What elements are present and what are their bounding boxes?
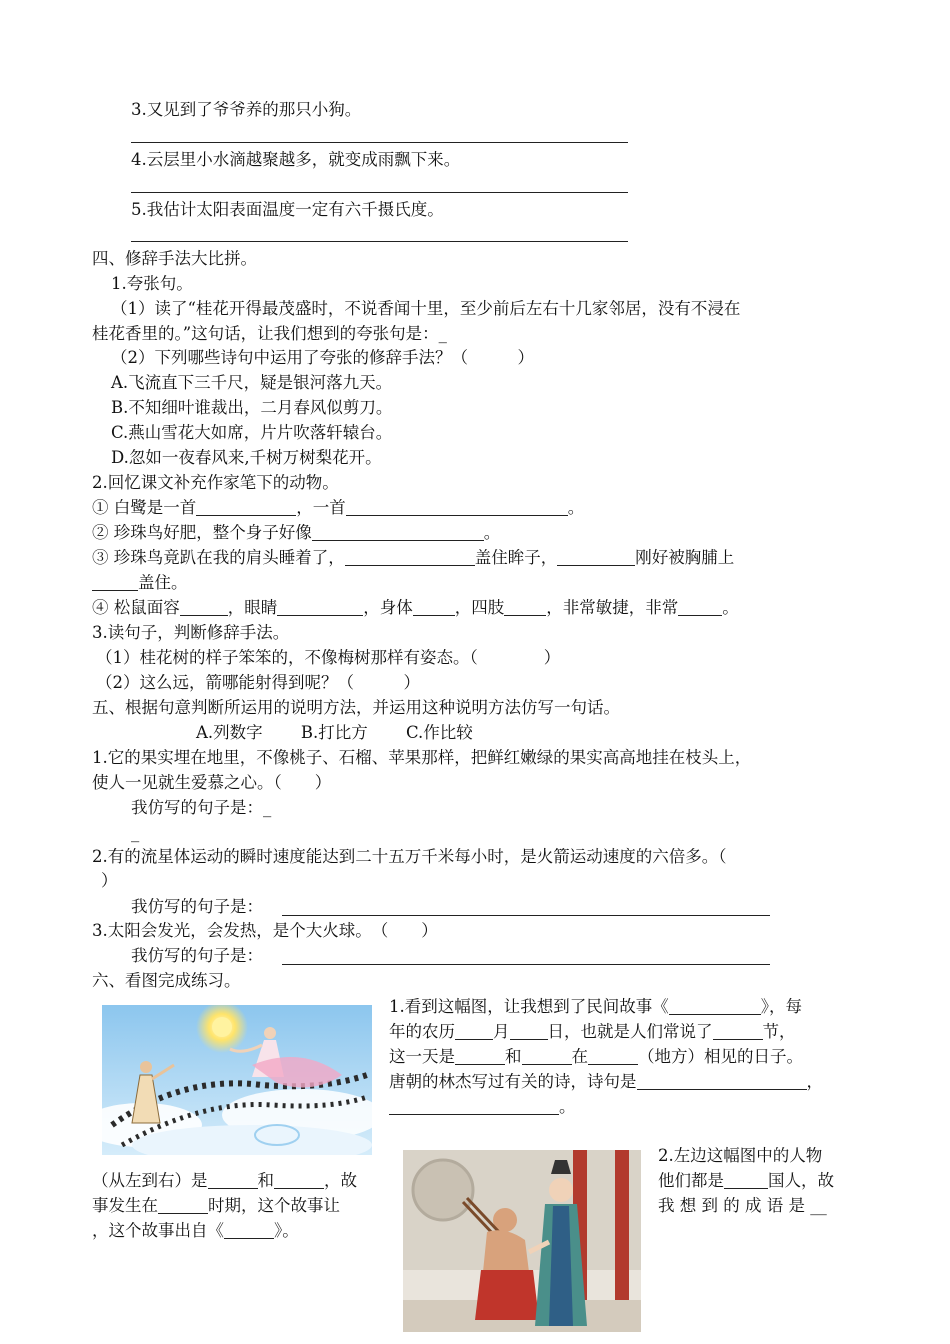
blank[interactable] [389,1098,559,1115]
blank[interactable] [637,1073,807,1090]
question-text: 3.太阳会发光，会发热，是个大火球。 （ ） [92,921,438,940]
question-title: 3.读句子，判断修辞手法。 [92,623,290,642]
picture-question-1: 。 [389,1096,576,1118]
question-text: 使人一见就生爱慕之心。（ ） [92,773,332,792]
picture-question-1: 年的农历 月 日，也就是人们常说了 节， [389,1022,796,1041]
blank[interactable] [158,1197,208,1214]
picture-question-2: 我 想 到 的 成 语 是 __ [658,1196,827,1215]
blank[interactable] [274,1172,324,1189]
blank[interactable] [557,549,635,566]
blank[interactable] [678,599,722,616]
question-title: 1.夸张句。 [111,274,193,293]
picture-question-1: 唐朝的林杰写过有关的诗，诗句是 ， [389,1072,823,1091]
blank[interactable] [669,998,761,1015]
fill-line-c: ③ 珍珠鸟竟趴在我的肩头睡着了， 盖住眸子， 刚好被胸脯上 [92,548,735,567]
section-heading: 四、修辞手法大比拼。 [92,249,257,268]
answer-line[interactable] [131,241,628,242]
question-text: 1.它的果实埋在地里，不像桃子、石榴、苹果那样，把鲜红嫩绿的果实高高地挂在枝头上， [92,748,752,767]
sentence-4: 4.云层里小水滴越聚越多，就变成雨飘下来。 [131,150,461,169]
blank[interactable] [504,599,546,616]
blank[interactable] [713,1023,763,1040]
blank[interactable] [312,524,484,541]
question-text: （1）读了“桂花开得最茂盛时，不说香闻十里，至少前后左右十几家邻居，没有不浸在 [111,299,741,318]
answer-line[interactable] [131,142,628,143]
option-d: D.忽如一夜春风来,千树万树梨花开。 [111,448,382,467]
answer-line[interactable] [282,915,770,916]
blank[interactable] [277,599,363,616]
option-b: B.不知细叶谁裁出，二月春风似剪刀。 [111,398,393,417]
question-text: （2）下列哪些诗句中运用了夸张的修辞手法？（ ） [111,348,534,367]
section-heading: 六、看图完成练习。 [92,971,241,990]
blank[interactable] [180,599,228,616]
fujing-qingzui-illustration [403,1150,641,1332]
blank[interactable] [208,1172,258,1189]
fill-line-d: ④ 松鼠面容 ，眼睛 ，身体 ，四肢 ，非常敏捷，非常 。 [92,598,739,617]
option-c: C.燕山雪花大如席，片片吹落轩辕台。 [111,423,393,442]
sentence-3: 3.又见到了爷爷养的那只小狗。 [131,100,362,119]
blank[interactable] [522,1048,572,1065]
question-text: 桂花香里的。”这句话，让我们想到的夸张句是：_ [92,324,447,343]
answer-line[interactable] [131,192,628,193]
imitate-label: 我仿写的句子是：_ [131,798,272,817]
answer-line[interactable] [282,964,770,965]
picture-question-2: 他们都是 国人，故 [658,1171,834,1190]
picture-question-1: 这一天是 和 在 （地方）相见的日子。 [389,1047,803,1066]
blank[interactable] [455,1023,493,1040]
method-choices: A.列数字 B.打比方 C.作比较 [196,723,473,742]
question-text: ） [101,871,118,890]
question-text: （2）这么远，箭哪能射得到呢？（ ） [96,673,420,692]
imitate-label: 我仿写的句子是： [131,897,263,916]
blank[interactable] [455,1048,505,1065]
question-text: 2.有的流星体运动的瞬时速度能达到二十五万千米每小时，是火箭运动速度的六倍多。（ [92,847,727,866]
sentence-5: 5.我估计太阳表面温度一定有六千摄氏度。 [131,200,444,219]
blank[interactable] [224,1222,274,1239]
picture-question-2: 事发生在 时期，这个故事让 [92,1196,340,1215]
picture-question-2: ，这个故事出自《 》。 [92,1221,299,1240]
fill-line-a: ① 白鹭是一首 ，一首 。 [92,498,585,517]
picture-question-2: 2.左边这幅图中的人物 [658,1146,823,1165]
blank[interactable] [92,574,138,591]
question-title: 2.回忆课文补充作家笔下的动物。 [92,473,339,492]
blank[interactable] [346,499,568,516]
blank[interactable] [345,549,475,566]
imitate-label: 我仿写的句子是： [131,946,263,965]
section-heading: 五、根据句意判断所运用的说明方法，并运用这种说明方法仿写一句话。 [92,698,620,717]
picture-question-1: 1.看到这幅图，让我想到了民间故事《 》，每 [389,997,802,1016]
answer-blank[interactable]: _ [131,823,140,842]
qixi-illustration [102,1005,372,1155]
option-a: A.飞流直下三千尺，疑是银河落九天。 [111,373,393,392]
blank[interactable] [413,599,455,616]
blank[interactable] [510,1023,548,1040]
blank[interactable] [196,499,296,516]
fill-line-b: ② 珍珠鸟好肥，整个身子好像 。 [92,523,501,542]
picture-question-2: （从左到右）是 和 ，故 [92,1171,357,1190]
blank[interactable] [588,1048,638,1065]
fill-line-c2: 盖住。 [92,572,188,594]
blank[interactable] [724,1172,768,1189]
question-text: （1）桂花树的样子笨笨的，不像梅树那样有姿态。（ ） [96,648,561,667]
